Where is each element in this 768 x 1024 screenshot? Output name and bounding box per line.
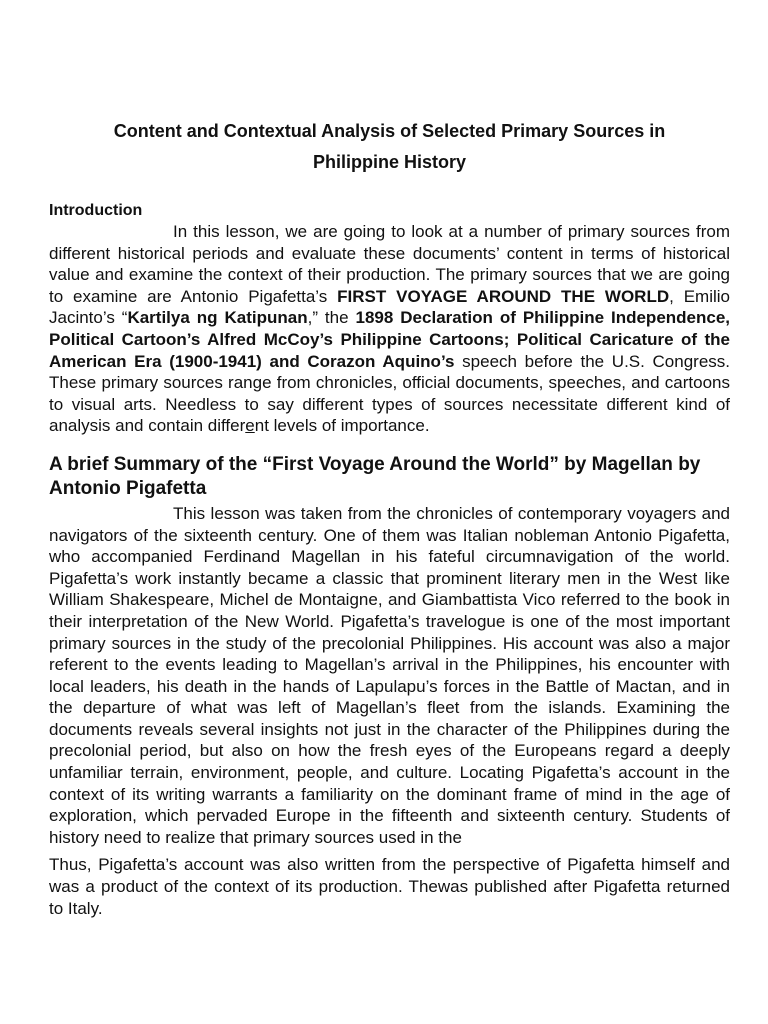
- intro-text-run: nt levels of importance.: [254, 416, 430, 436]
- intro-text-run: In this lesson, we are going to look at a number of primary sources from different historical periods and evaluate these documents’ content in terms of historical value and examine the context of their production. The primary sources that we are going to examine are Antonio Pigafetta’s: [49, 222, 730, 306]
- intro-text-run: e: [245, 416, 255, 436]
- intro-heading: Introduction: [49, 202, 143, 219]
- section-heading: A brief Summary of the “First Voyage Around the World” by Magellan by Antonio Pigafetta: [49, 453, 701, 499]
- intro-bold-run: Kartilya ng Katipunan: [127, 308, 308, 328]
- intro-text-run: speech before the U.S. Congress. These primary sources range from chronicles, official documents, speeches, and cartoons to visual arts. Needless to say different types of sources necessitate different kind of analysis and contain differ: [49, 351, 730, 436]
- intro-bold-run: 1898 Declaration of Philippine Independence, Political Cartoon’s Alfred McCoy’s Philippine Cartoons; Political Caricature of the American Era (1900-1941) and Corazon Aquino’s: [49, 308, 731, 371]
- intro-paragraph: [49, 221, 730, 437]
- intro-bold-run: FIRST VOYAGE AROUND THE WORLD: [337, 286, 670, 306]
- intro-text-run: ,” the: [307, 308, 356, 328]
- document-title: Content and Contextual Analysis of Selected Primary Sources in Philippine History: [113, 121, 666, 172]
- intro-text-run: , Emilio Jacinto’s “: [49, 286, 730, 328]
- section-paragraph-1: This lesson was taken from the chronicles of contemporary voyagers and navigators of the sixteenth century. One of them was Italian nobleman Antonio Pigafetta, who accompanied Ferdinand Magellan in his fateful circumnavigation of the world. Pigafetta’s work instantly became a classic that prominent literary men in the West like William Shakespeare, Michel de Montaigne, and Giambattista Vico referred to the book in their interpretation of the New World. Pigafetta’s travelogue is one of the most important primary sources in the study of the precolonial Philippines. His account was also a major referent to the events leading to Magellan’s arrival in the Philippines, his encounter with local leaders, his death in the hands of Lapulapu’s forces in the Battle of Mactan, and in the departure of what was left of Magellan’s fleet from the islands. Examining the documents reveals several insights not just in the character of the Philippines during the precolonial period, but also on how the fresh eyes of the Europeans regard a deeply unfamiliar terrain, environment, people, and culture. Locating Pigafetta’s account in the context of its writing warrants a familiarity on the dominant frame of mind in the age of exploration, which pervaded Europe in the fifteenth and sixteenth century. Students of history need to realize that primary sources used in the: [49, 503, 730, 847]
- section-paragraph-2: Thus, Pigafetta’s account was also written from the perspective of Pigafetta himself and was a product of the context of its production. Thewas published after Pigafetta returned to Italy.: [49, 855, 730, 918]
